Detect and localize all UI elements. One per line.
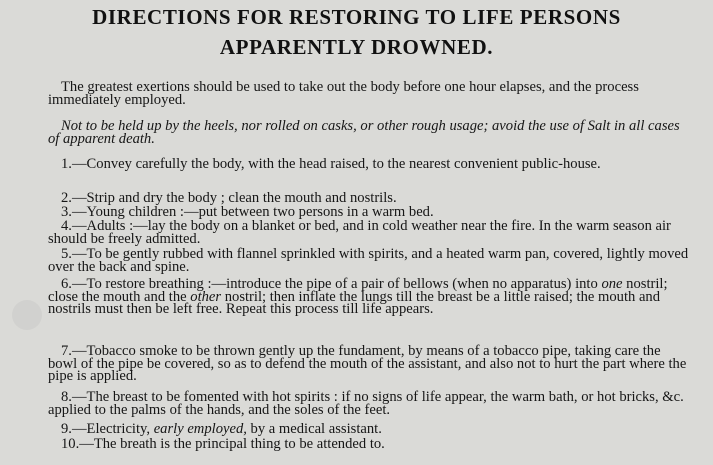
step-text: —The breast to be fomented with hot spirits : if no signs of life appear, the warm bath, or hot bricks, &c. applied to the palms of the hands, and the soles of the feet. — [48, 389, 684, 418]
step-8 — [48, 391, 693, 416]
step-6 — [48, 278, 693, 316]
step-10 — [48, 438, 693, 451]
title-line-2: APPARENTLY DROWNED. — [219, 35, 494, 59]
step-3 — [48, 206, 693, 219]
step-number: 4. — [61, 218, 72, 234]
step-text: nostril; close the mouth and the — [48, 276, 668, 305]
step-text: —To be gently rubbed with flannel sprinkled with spirits, and a heated warm pan, covered, lightly moved over the back and spine. — [48, 246, 689, 275]
step-text: —Convey carefully the body, with the head raised, to the nearest convenient public-house. — [71, 156, 601, 172]
step-5 — [48, 248, 693, 273]
step-text: nostril; then inflate the lungs till the breast be a little raised; the mouth and nostrils must then be left free. Repeat this process till life appears. — [48, 288, 661, 318]
step-text: —Young children :—put between two persons in a warm bed. — [71, 204, 434, 220]
step-emphasis: early employed, — [153, 421, 247, 437]
step-text: —Electricity, — [71, 421, 151, 437]
step-text: —To restore breathing :—introduce the pipe of a pair of bellows (when no apparatus) into — [71, 276, 598, 292]
step-number: 10. — [61, 436, 80, 452]
step-number: 1. — [61, 156, 72, 172]
step-text: —Strip and dry the body ; clean the mouth and nostrils. — [71, 190, 397, 206]
step-text: by a medical assistant. — [250, 421, 382, 437]
step-1 — [48, 158, 693, 171]
step-7 — [48, 345, 693, 383]
step-number: 2. — [61, 190, 72, 206]
step-number: 8. — [61, 389, 72, 405]
step-emphasis: one — [601, 276, 623, 292]
intro-paragraph: The greatest exertions should be used to take out the body before one hour elapses, and the process immediately employed. — [48, 79, 639, 108]
step-number: 6. — [61, 276, 72, 292]
step-text: —Adults :—lay the body on a blanket or bed, and in cold weather near the fire. In the warm season air should be freely admitted. — [48, 218, 671, 247]
step-number: 5. — [61, 246, 72, 262]
warning-paragraph: Not to be held up by the heels, nor rolled on casks, or other rough usage; avoid the use of Salt in all cases of apparent death. — [48, 118, 680, 147]
step-number: 3. — [61, 204, 72, 220]
paper-stain — [12, 300, 42, 330]
step-emphasis: other — [190, 288, 222, 305]
step-2 — [48, 192, 693, 205]
step-4 — [48, 220, 693, 245]
step-text: —Tobacco smoke to be thrown gently up the fundament, by means of a tobacco pipe, taking care the bowl of the pipe be covered, so as to defend the mouth of the assistant, and also not to hurt the part where the pipe is applied. — [48, 343, 687, 385]
step-9 — [48, 423, 693, 436]
step-number: 7. — [61, 343, 72, 359]
step-number: 9. — [61, 421, 72, 437]
title-line-1: DIRECTIONS FOR RESTORING TO LIFE PERSONS — [92, 5, 621, 29]
step-text: —The breath is the principal thing to be attended to. — [79, 436, 385, 452]
